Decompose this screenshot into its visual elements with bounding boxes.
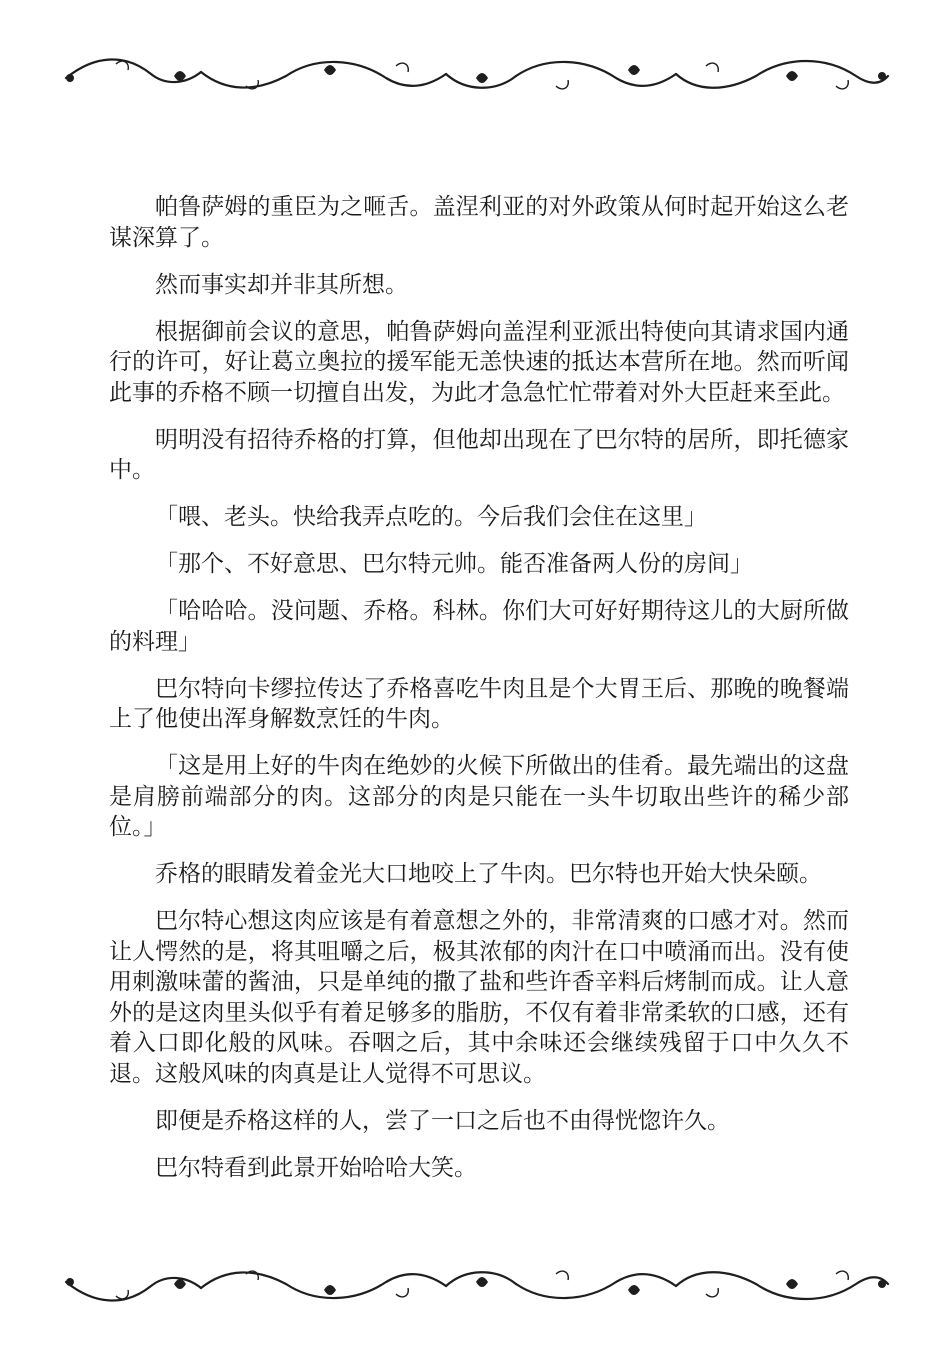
dialogue-paragraph: 「喂、老头。快给我弄点吃的。今后我们会住在这里」	[155, 504, 707, 530]
paragraph: 巴尔特向卡缪拉传达了乔格喜吃牛肉且是个大胃王后、那晚的晚餐端上了他使出浑身解数烹饪的牛肉。	[109, 675, 849, 732]
top-ornament-border	[56, 48, 896, 102]
scroll-vine-border-icon	[56, 1258, 896, 1312]
paragraph: 巴尔特看到此景开始哈哈大笑。	[155, 1154, 477, 1181]
paragraph: 乔格的眼睛发着金光大口地咬上了牛肉。巴尔特也开始大快朵颐。	[155, 861, 822, 887]
paragraph: 明明没有招待乔格的打算，但他却出现在了巴尔特的居所，即托德家中。	[109, 426, 849, 483]
paragraph: 即便是乔格这样的人，尝了一口之后也不由得恍惚许久。	[155, 1107, 730, 1134]
dialogue-paragraph: 「这是用上好的牛肉在绝妙的火候下所做出的佳肴。最先端出的这盘是肩膀前端部分的肉。这部分的肉是只能在一头牛切取出些许的稀少部位。」	[109, 753, 849, 840]
chapter-text	[109, 192, 849, 1200]
paragraph: 巴尔特心想这肉应该是有着意想之外的，非常清爽的口感才对。然而让人愕然的是，将其咀嚼之后，极其浓郁的肉汁在口中喷涌而出。没有使用刺激味蕾的酱油，只是单纯的撒了盐和些许香辛料后烤制而成。让人意外的是这肉里头似乎有着足够多的脂肪，不仅有着非常柔软的口感，还有着入口即化般的风味。吞咽之后，其中余味还会继续残留于口中久久不退。这般风味的肉真是让人觉得不可思议。	[109, 908, 849, 1087]
bottom-ornament-border	[56, 1258, 896, 1312]
dialogue-paragraph: 「那个、不好意思、巴尔特元帅。能否准备两人份的房间」	[155, 551, 753, 577]
scroll-vine-border-icon	[56, 48, 896, 102]
paragraph: 根据御前会议的意思，帕鲁萨姆向盖涅利亚派出特使向其请求国内通行的许可，好让葛立奥拉的援军能无恙快速的抵达本营所在地。然而听闻此事的乔格不顾一切擅自出发，为此才急急忙忙带着对外大臣赶来至此。	[109, 318, 849, 406]
paragraph: 然而事实却并非其所想。	[155, 271, 408, 298]
dialogue-paragraph: 「哈哈哈。没问题、乔格。科林。你们大可好好期待这儿的大厨所做的料理」	[109, 598, 849, 655]
paragraph: 帕鲁萨姆的重臣为之咂舌。盖涅利亚的对外政策从何时起开始这么老谋深算了。	[109, 194, 849, 251]
